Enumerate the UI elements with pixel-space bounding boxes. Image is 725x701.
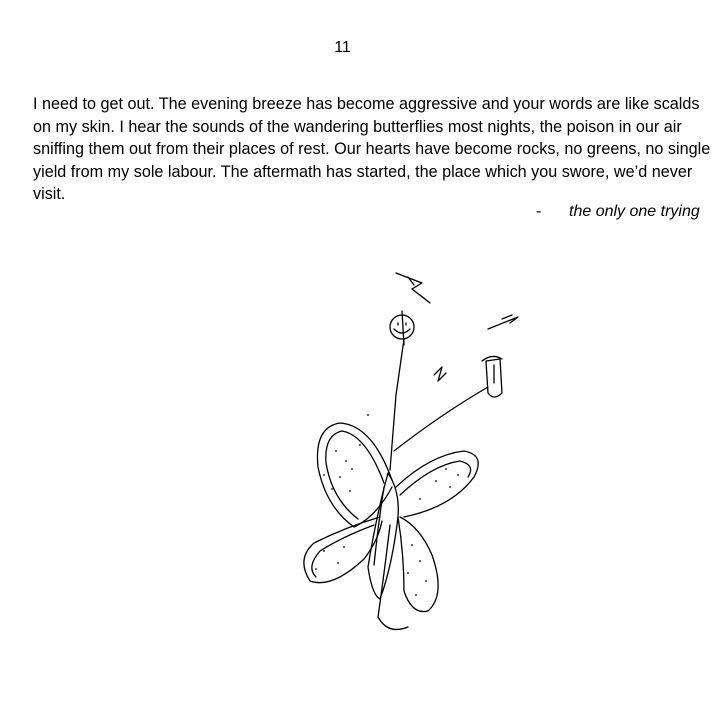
signature-dash: - [536, 203, 542, 220]
figure-arm [394, 356, 502, 451]
poem-body: I need to get out. The evening breeze has become aggressive and your words are like scalds on my skin. I hear the sounds of the wandering butterflies most nights, the poison in our air sniffing them out from their places of rest. Our hearts have become rocks, no greens, no single yield from my sole labour. The aftermath has started, the place which you swore, we’d never visit. [33, 95, 711, 204]
butterfly-sketch [280, 255, 540, 645]
page-number: 11 [334, 39, 351, 56]
figure-body [390, 339, 404, 470]
wing-speckles [315, 414, 459, 596]
figure-head [390, 311, 414, 345]
signature: the only one trying [569, 203, 700, 220]
